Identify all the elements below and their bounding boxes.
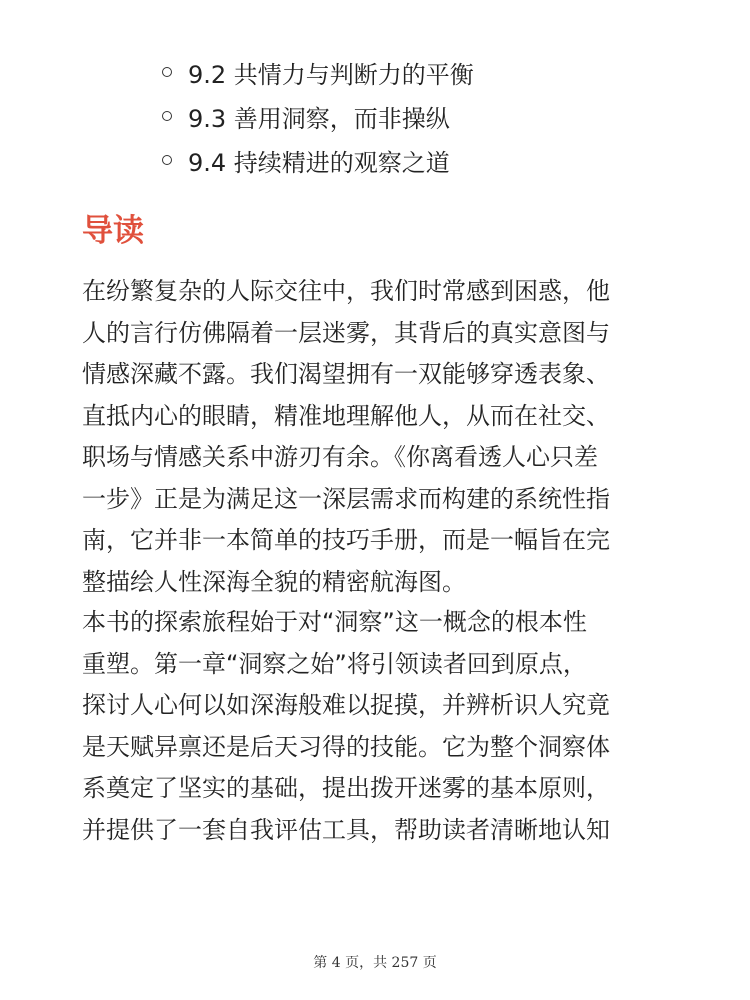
paragraph-line: 南，它并非一本简单的技巧手册，而是一幅旨在完 [82, 526, 610, 554]
table-of-contents-list [162, 50, 474, 182]
toc-item-label: 9.3 善用洞察，而非操纵 [188, 104, 450, 133]
paragraph-line: 系奠定了坚实的基础，提出拨开迷雾的基本原则， [82, 774, 610, 802]
paragraph-line: 人的言行仿佛隔着一层迷雾，其背后的真实意图与 [82, 318, 610, 347]
paragraph-line: 整描绘人性深海全貌的精密航海图。 [82, 567, 466, 596]
paragraph-line: 是天赋异禀还是后天习得的技能。它为整个洞察体 [82, 732, 610, 761]
paragraph-line: 并提供了一套自我评估工具，帮助读者清晰地认知 [82, 815, 610, 844]
toc-item[interactable] [162, 50, 474, 94]
paragraph-line: 一步》正是为满足这一深层需求而构建的系统性指 [82, 484, 610, 513]
paragraph-line: 直抵内心的眼睛，精准地理解他人，从而在社交、 [82, 401, 610, 430]
body-paragraph [82, 602, 682, 851]
body-paragraph [82, 271, 682, 603]
toc-item[interactable] [162, 138, 474, 182]
paragraph-line: 探讨人心何以如深海般难以捉摸，并辨析识人究竟 [82, 691, 610, 719]
toc-item[interactable] [162, 94, 474, 138]
paragraph-line: 在纷繁复杂的人际交往中，我们时常感到困惑，他 [82, 277, 610, 305]
paragraph-line: 本书的探索旅程始于对“洞察”这一概念的根本性 [82, 608, 587, 636]
paragraph-line: 情感深藏不露。我们渴望拥有一双能够穿透表象、 [82, 360, 610, 388]
paragraph-line: 重塑。第一章“洞察之始”将引领读者回到原点， [82, 649, 587, 678]
toc-item-label: 9.2 共情力与判断力的平衡 [188, 60, 474, 89]
paragraph-line: 职场与情感关系中游刃有余。《你离看透人心只差 [82, 443, 598, 471]
hollow-circle-bullet-icon [162, 155, 172, 165]
hollow-circle-bullet-icon [162, 111, 172, 121]
hollow-circle-bullet-icon [162, 67, 172, 77]
section-heading: 导读 [82, 213, 144, 249]
toc-item-label: 9.4 持续精进的观察之道 [188, 148, 450, 177]
page-number-footer: 第 4 页，共 257 页 [313, 955, 437, 971]
